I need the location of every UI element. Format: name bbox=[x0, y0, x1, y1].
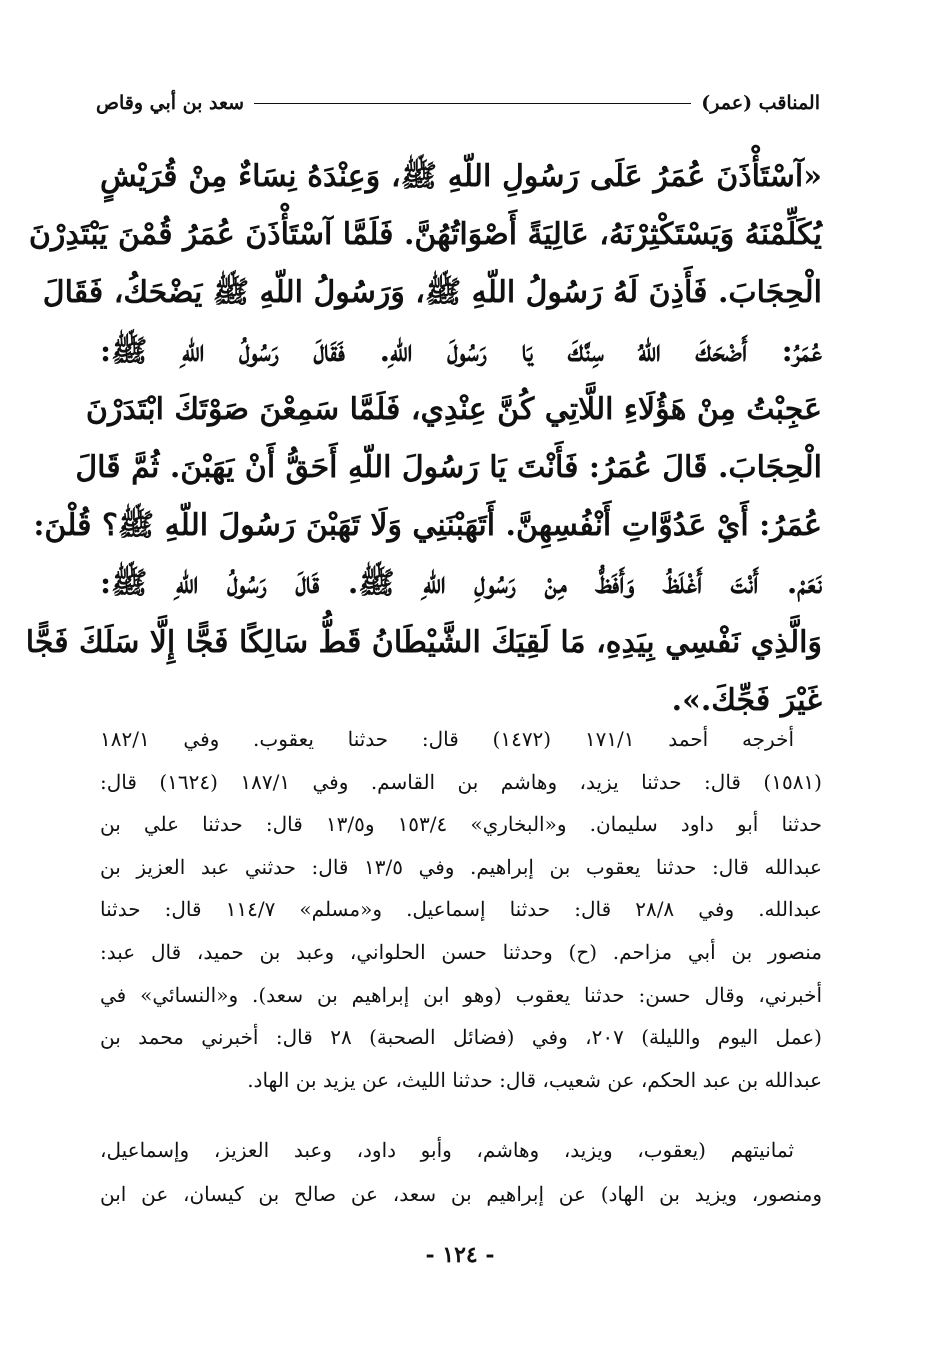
hadith-line: يُكَلِّمْنَهُ وَيَسْتَكْثِرْنَهُ، عَالِيَةً أَصْوَاتُهُنَّ. فَلَمَّا آسْتَأْذَنَ عُمَرُ قُمْنَ يَبْتَدِرْنَ bbox=[28, 217, 822, 253]
summary-paragraph bbox=[100, 1128, 822, 1216]
header-section-title: سعد بن أبي وقاص bbox=[96, 92, 245, 114]
takhrij-line: عبدالله. وفي ٢٨/٨ قال: حدثنا إسماعيل. و«مسلم» ١١٤/٧ قال: حدثنا bbox=[100, 897, 823, 922]
takhrij-line: منصور بن أبي مزاحم. (ح) وحدثنا حسن الحلواني، وعبد بن حميد، قال عبد: bbox=[100, 939, 822, 964]
hadith-line: الْحِجَابَ. فَأَذِنَ لَهُ رَسُولُ اللّهِ ﷺ، وَرَسُولُ اللّهِ ﷺ يَضْحَكُ، فَقَالَ bbox=[42, 275, 822, 311]
takhrij-line: (عمل اليوم والليلة) ٢٠٧، وفي (فضائل الصحبة) ٢٨ قال: أخبرني محمد بن bbox=[100, 1025, 822, 1050]
summary-line: ثمانيتهم (يعقوب، ويزيد، وهاشم، وأبو داود، وعبد العزيز، وإسماعيل، bbox=[100, 1138, 794, 1162]
takhrij-line: أخبرني، وقال حسن: حدثنا يعقوب (وهو ابن إبراهيم بن سعد). و«النسائي» في bbox=[100, 982, 822, 1007]
hadith-text bbox=[25, 148, 822, 730]
takhrij-line: حدثنا أبو داود سليمان. و«البخاري» ١٥٣/٤ و١٣/٥ قال: حدثنا علي بن bbox=[100, 812, 822, 837]
header-chapter-title: المناقب (عمر) bbox=[701, 92, 820, 114]
hadith-line: غَيْرَ فَجِّكَ.». bbox=[671, 682, 822, 718]
takhrij-line: عبدالله بن عبد الحكم، عن شعيب، قال: حدثنا الليث، عن يزيد بن الهاد. bbox=[247, 1067, 822, 1092]
takhrij-paragraph bbox=[100, 718, 822, 1101]
takhrij-line: أخرجه أحمد ١٧١/١ (١٤٧٢) قال: حدثنا يعقوب. وفي ١٨٢/١ bbox=[100, 727, 794, 751]
takhrij-line: (١٥٨١) قال: حدثنا يزيد، وهاشم بن القاسم. وفي ١٨٧/١ (١٦٢٤) قال: bbox=[100, 769, 822, 794]
hadith-line: عُمَرُ: أَيْ عَدُوَّاتِ أَنْفُسِهِنَّ. أَتَهَبْنَنِي وَلَا تَهَبْنَ رَسُولَ اللّهِ ﷺ؟ قُلْنَ: bbox=[33, 508, 822, 544]
hadith-line: عَجِبْتُ مِنْ هَؤُلَاءِ اللَّاتِي كُنَّ عِنْدِي، فَلَمَّا سَمِعْنَ صَوْتَكَ ابْتَدَرْنَ bbox=[85, 391, 822, 427]
hadith-line: الْحِجَابَ. قَالَ عُمَرُ: فَأَنْتَ يَا رَسُولَ اللّهِ أَحَقُّ أَنْ يَهَبْنَ. ثُمَّ قَالَ bbox=[75, 449, 822, 485]
hadith-line: نَعَمْ. أَنْتَ أَغْلَظُ وَأَفَظُّ مِنْ رَسُولِ اللّهِ ﷺ. قَالَ رَسُولُ اللّهِ ﷺ: bbox=[100, 566, 822, 602]
hadith-line: «آسْتَأْذَنَ عُمَرُ عَلَى رَسُولِ اللّهِ ﷺ، وَعِنْدَهُ نِسَاءٌ مِنْ قُرَيْشٍ bbox=[100, 159, 822, 194]
hadith-line: عُمَرُ: أَضْحَكَ اللهُ سِنَّكَ يَا رَسُولَ اللّهِ. فَقَالَ رَسُولُ اللّهِ ﷺ: bbox=[100, 333, 822, 369]
running-header bbox=[96, 86, 820, 120]
hadith-line: وَالَّذِي نَفْسِي بِيَدِهِ، مَا لَقِيَكَ الشَّيْطَانُ قَطُّ سَالِكًا فَجًّا إِلَّا سَلَكَ فَجًّا bbox=[25, 624, 822, 660]
summary-line: ومنصور، ويزيد بن الهاد) عن إبراهيم بن سعد، عن صالح بن كيسان، عن ابن bbox=[100, 1182, 822, 1206]
page-number: - ١٢٤ - bbox=[425, 1242, 495, 1268]
takhrij-line: عبدالله قال: حدثنا يعقوب بن إبراهيم. وفي ١٣/٥ قال: حدثني عبد العزيز بن bbox=[100, 854, 822, 879]
header-rule bbox=[254, 103, 691, 104]
